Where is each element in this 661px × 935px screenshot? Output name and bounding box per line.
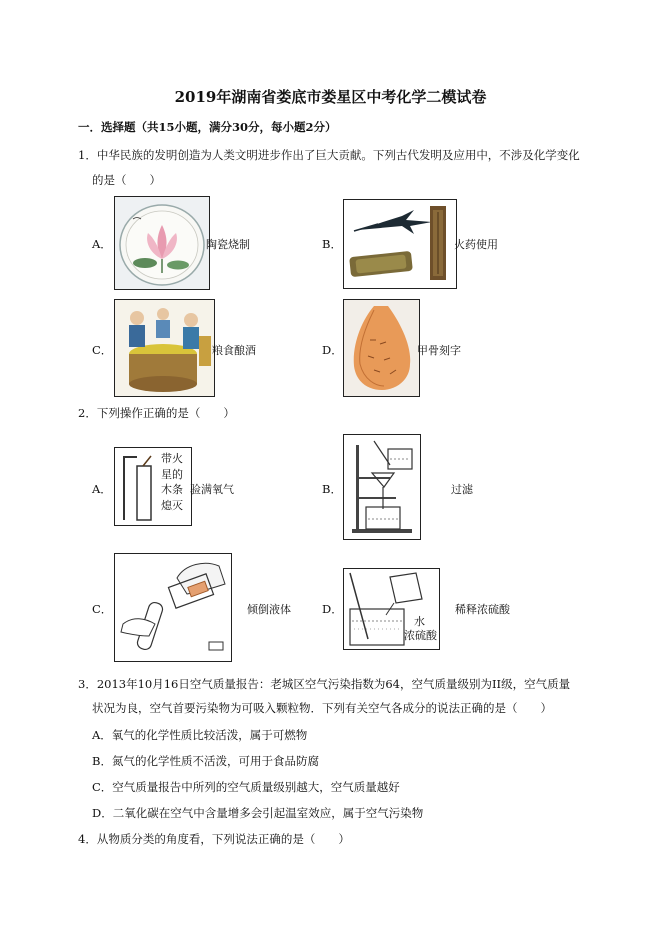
q2-option-c-caption: 倾倒液体 [247,603,291,616]
q2-option-d-letter: D． [322,602,343,616]
q2-option-d-caption: 稀释浓硫酸 [455,603,510,616]
q2-stem: 2．下列操作正确的是（ ） [78,406,235,420]
q1-option-a-caption: 陶瓷烧制 [206,238,250,251]
q1-option-b-letter: B． [322,237,342,251]
q2-option-c-letter: C． [92,602,113,616]
q3-option-b: B．氮气的化学性质不活泼，可用于食品防腐 [92,754,319,768]
q1-option-d-image-oracle-bone [343,299,420,397]
q3-option-c: C．空气质量报告中所列的空气质量级别越大，空气质量越好 [92,780,400,794]
q3-stem-line1: 3．2013年10月16日空气质量报告：老城区空气污染指数为64，空气质量级别为II级，空气质量 [78,677,571,691]
q1-option-a-letter: A． [92,237,112,251]
q4-stem: 4．从物质分类的角度看，下列说法正确的是（ ） [78,832,350,846]
q1-option-a-image-porcelain-plate [114,196,210,290]
q1-option-c-caption: 粮食酿酒 [212,344,256,357]
q2-option-a-letter: A． [92,482,112,496]
q2-option-d-fig-label: 水 浓硫酸 [404,615,437,642]
q2-option-a-caption: 验满氧气 [190,483,234,496]
q1-option-b-caption: 火药使用 [454,238,498,251]
q1-option-d-caption: 甲骨刻字 [417,344,461,357]
q1-stem-line2: 的是（ ） [92,173,161,187]
q2-option-b-image-filtration [343,434,421,540]
q1-option-b-image-gunpowder-rocket [343,199,457,289]
page-title: 2019年湖南省娄底市娄星区中考化学二模试卷 [174,88,487,106]
q2-option-d-image-dilute-acid [343,568,440,650]
q2-option-a-fig-label: 带火 星的 木条 熄灭 [161,452,183,512]
q3-option-d: D．二氧化碳在空气中含量增多会引起温室效应，属于空气污染物 [92,806,424,820]
q1-option-d-letter: D． [322,343,343,357]
q1-stem-line1: 1．中华民族的发明创造为人类文明进步作出了巨大贡献。下列古代发明及应用中，不涉及化学变化 [78,148,580,162]
q2-option-c-image-pour-liquid [114,553,232,662]
q2-option-a-image-oxygen-test [114,447,192,526]
q2-option-b-letter: B． [322,482,342,496]
q3-option-a: A．氧气的化学性质比较活泼，属于可燃物 [92,728,308,742]
q3-stem-line2: 状况为良，空气首要污染物为可吸入颗粒物．下列有关空气各成分的说法正确的是（ ） [92,701,552,715]
q1-option-c-image-brewing [114,299,215,397]
q2-option-b-caption: 过滤 [451,483,473,496]
section-heading: 一．选择题（共15小题，满分30分，每小题2分） [78,120,337,134]
q1-option-c-letter: C． [92,343,113,357]
